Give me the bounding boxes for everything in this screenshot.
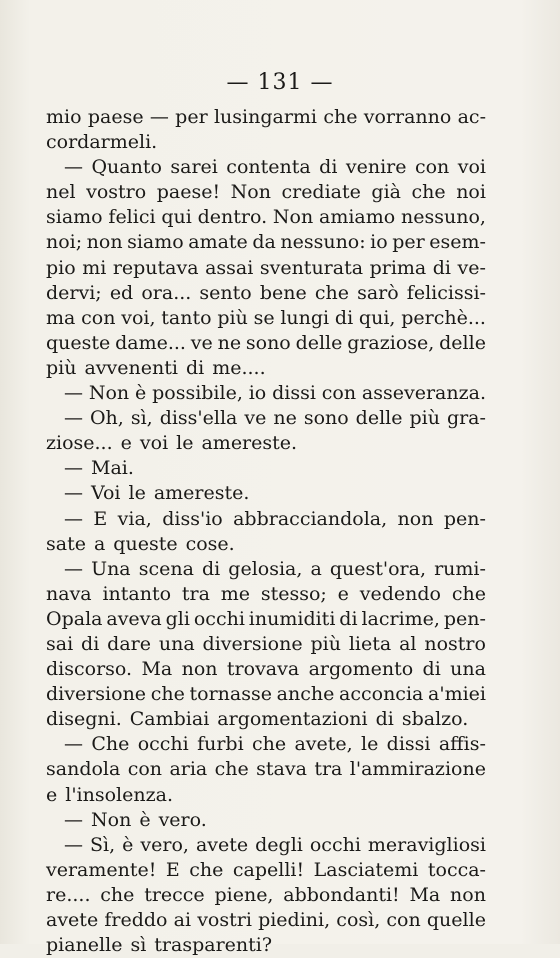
word: scena (138, 557, 194, 580)
word: sono (245, 331, 291, 354)
word: ne (273, 407, 297, 430)
text-line (46, 205, 486, 230)
word: re.... (46, 883, 91, 906)
word: Mai. (91, 457, 134, 480)
word: gli (165, 607, 190, 630)
word: quelle (426, 909, 486, 931)
word: sate (46, 532, 86, 555)
word: qui, (358, 306, 396, 329)
word: Ma (141, 658, 173, 681)
word: sbalzo. (401, 708, 469, 731)
word: amereste. (201, 432, 298, 455)
word: occhi (137, 733, 189, 756)
word: siamo (127, 231, 184, 254)
word: di (201, 557, 221, 580)
word: nostro (424, 632, 486, 655)
text-line (46, 908, 486, 933)
word: sono (303, 407, 349, 430)
text-line (46, 532, 486, 557)
word: Non (272, 206, 314, 229)
word: che (150, 683, 185, 706)
word: Opala (46, 607, 103, 630)
word: abbracciandola, (233, 507, 388, 530)
word: mio (46, 106, 82, 128)
word: Che (91, 733, 130, 756)
text-line (46, 657, 486, 682)
word: — (64, 407, 83, 430)
word: abbondanti! (283, 883, 400, 906)
word: crediate (281, 181, 361, 204)
word: con (321, 382, 357, 405)
word: felici (108, 206, 156, 229)
word: di (375, 708, 394, 731)
word: — (64, 382, 83, 405)
word: — (149, 106, 169, 128)
word: sarei (170, 156, 218, 179)
text-line (46, 481, 486, 506)
word: dame... (115, 331, 186, 354)
word: Voi (91, 482, 121, 505)
word: più (46, 356, 77, 379)
word: ziose... (46, 432, 113, 455)
word: bene (259, 281, 307, 304)
word: Ma (409, 883, 441, 906)
text-line (46, 281, 486, 306)
word: che (189, 858, 224, 881)
word: esem- (429, 231, 486, 254)
word: delle (439, 331, 486, 354)
word: amate (188, 231, 248, 254)
text-line (46, 180, 486, 205)
word: di (334, 306, 354, 329)
text-line (46, 306, 486, 331)
word: — (64, 733, 83, 756)
word: occhi (309, 833, 361, 856)
text-line (46, 331, 486, 356)
word: dissi (272, 382, 316, 405)
word: ve (244, 407, 267, 430)
word: sandola (46, 758, 121, 781)
word: per (392, 231, 425, 254)
word: al (399, 632, 417, 655)
page-number-header: — 131 — (226, 70, 334, 95)
word: siamo (46, 206, 103, 229)
word: queste (46, 331, 111, 354)
word: paese (87, 106, 144, 128)
word: l'insolenza. (65, 783, 173, 806)
word: avete, (294, 733, 353, 756)
word: pen- (443, 607, 486, 630)
word: io (370, 231, 388, 254)
word: me (220, 582, 251, 605)
word: ac- (457, 106, 486, 128)
word: contenta (226, 156, 311, 179)
word: vostri (197, 909, 252, 931)
word: ora... (141, 281, 192, 304)
text-line (46, 833, 486, 858)
text-line (46, 757, 486, 782)
word: mi (82, 256, 107, 279)
word: trovava (226, 658, 300, 681)
word: dentro. (197, 206, 268, 229)
word: non (450, 883, 486, 906)
word: nessuno, (401, 206, 486, 229)
text-line (46, 732, 486, 757)
word: furbi (197, 733, 244, 756)
word: nel (46, 181, 76, 204)
word: ai (173, 909, 192, 931)
word: me.... (212, 356, 266, 379)
word: per (175, 106, 208, 128)
word: diversione (46, 683, 147, 706)
word: già (371, 181, 401, 204)
word: argomentazioni (217, 708, 368, 731)
text-line (46, 456, 486, 481)
word: delle (355, 407, 403, 430)
word: felicissi- (406, 281, 486, 304)
word: Cambiai (129, 708, 210, 731)
text-line (46, 783, 486, 808)
word: dare (107, 632, 151, 655)
word: amiamo (319, 206, 396, 229)
word: sarò (357, 281, 399, 304)
word: gelosia, (228, 557, 303, 580)
word: veramente! (46, 858, 157, 881)
word: una (450, 658, 486, 681)
word: diss'io (162, 507, 223, 530)
word: occhi (193, 607, 245, 630)
word: rumi- (434, 557, 486, 580)
word: di (81, 632, 100, 655)
word: è (122, 833, 134, 856)
word: a'miei (428, 683, 486, 706)
word: Non (230, 181, 271, 204)
text-line (46, 230, 486, 255)
word: sento (199, 281, 252, 304)
text-line (46, 557, 486, 582)
word: non (397, 507, 434, 530)
word: — (64, 808, 83, 831)
word: sì (130, 934, 147, 957)
word: avete (195, 833, 249, 856)
word: — (64, 557, 83, 580)
word: amereste. (153, 482, 250, 505)
word: ve (190, 331, 213, 354)
word: quest'ora, (329, 557, 427, 580)
text-line (46, 933, 486, 958)
word: ne (217, 331, 242, 354)
word: graziose, (347, 331, 435, 354)
word: cordarmeli. (46, 131, 158, 154)
word: con (414, 156, 450, 179)
word: Sì, (90, 833, 116, 856)
word: paese! (156, 181, 221, 204)
text-line (46, 356, 486, 381)
word: di (185, 356, 205, 379)
word: con (127, 758, 163, 781)
word: vedendo (359, 582, 441, 605)
word: le (176, 432, 194, 455)
word: voi (457, 156, 486, 179)
word: a (93, 532, 106, 555)
text-line (46, 808, 486, 833)
word: dervi; (46, 281, 102, 304)
word: lusingarmi (213, 106, 318, 128)
word: più (310, 632, 341, 655)
word: che (314, 281, 349, 304)
word: con (386, 909, 421, 931)
word: vostro (86, 181, 147, 204)
word: tornasse (189, 683, 272, 706)
word: a (310, 557, 322, 580)
text-line (46, 632, 486, 657)
word: piene, (214, 883, 274, 906)
word: così, (336, 909, 381, 931)
text-line (46, 130, 486, 155)
word: vero. (158, 808, 207, 831)
word: vero, (140, 833, 189, 856)
word: una (158, 632, 195, 655)
word: più (409, 407, 440, 430)
text-line (46, 682, 486, 707)
word: tocca- (427, 858, 486, 881)
word: dissi (386, 733, 431, 756)
word: stava (256, 758, 307, 781)
text-line (46, 431, 486, 456)
word: capelli! (232, 858, 305, 881)
word: ve- (457, 256, 486, 279)
text-line (46, 381, 486, 406)
word: con (81, 306, 116, 329)
word: — (64, 833, 83, 856)
word: di (319, 156, 338, 179)
text-line (46, 507, 486, 532)
word: gra- (446, 407, 486, 430)
word: che (323, 106, 358, 128)
word: qui (161, 206, 192, 229)
word: noi (456, 181, 486, 204)
word: meravigliosi (367, 833, 486, 856)
word: — (64, 507, 83, 530)
word: cose. (185, 532, 235, 555)
word: asseveranza. (361, 382, 486, 405)
word: Lasciatemi (313, 858, 419, 881)
word: sai (46, 632, 74, 655)
word: e (120, 432, 132, 455)
word: delle (295, 331, 343, 354)
word: via, (117, 507, 152, 530)
word: se (253, 306, 275, 329)
word: di (339, 607, 358, 630)
word: voi, (121, 306, 156, 329)
word: inumiditi (248, 607, 336, 630)
word: tra (314, 758, 343, 781)
word: nava (46, 582, 92, 605)
word: sventurata (259, 256, 364, 279)
word: le (361, 733, 379, 756)
word: discorso. (46, 658, 133, 681)
text-line (46, 858, 486, 883)
word: pianelle (46, 934, 123, 957)
word: piedini, (258, 909, 331, 931)
word: Oh, (89, 407, 124, 430)
word: che (214, 758, 249, 781)
word: avvenenti (84, 356, 178, 379)
word: Quanto (91, 156, 162, 179)
word: reputava (112, 256, 199, 279)
text-line (46, 406, 486, 431)
word: sì, (130, 407, 153, 430)
word: ed (109, 281, 134, 304)
word: di (432, 256, 452, 279)
word: Non (88, 382, 130, 405)
word: vorranno (363, 106, 452, 128)
word: pio (46, 256, 76, 279)
word: trecce (144, 883, 205, 906)
text-line (46, 883, 486, 908)
word: aria (169, 758, 208, 781)
word: venire (345, 156, 407, 179)
word: lungi (280, 306, 330, 329)
word: anche (276, 683, 335, 706)
word: stesso; (260, 582, 327, 605)
word: non (181, 658, 218, 681)
word: aveva (106, 607, 162, 630)
word: lieta (348, 632, 392, 655)
word: non (86, 231, 123, 254)
word: freddo (104, 909, 168, 931)
word: e (46, 783, 58, 806)
word: tanto (161, 306, 212, 329)
word: che (100, 883, 135, 906)
word: che (451, 582, 486, 605)
text-line (46, 607, 486, 632)
word: che (251, 733, 287, 756)
word: trasparenti? (154, 934, 273, 957)
word: tra (181, 582, 210, 605)
word: e (337, 582, 349, 605)
word: prima (369, 256, 427, 279)
word: E (165, 858, 180, 881)
word: possibile, (152, 382, 243, 405)
word: Non (91, 808, 132, 831)
word: più (217, 306, 248, 329)
word: diss'ella (159, 407, 238, 430)
word: intanto (102, 582, 172, 605)
word: — (64, 457, 83, 480)
word: disegni. (46, 708, 122, 731)
word: perchè... (401, 306, 486, 329)
word: da (252, 231, 276, 254)
word: è (139, 808, 151, 831)
text-line (46, 582, 486, 607)
word: è (135, 382, 147, 405)
word: Una (91, 557, 131, 580)
text-line (46, 707, 486, 732)
word: lacrime, (361, 607, 440, 630)
word: l'ammirazione (349, 758, 486, 781)
word: queste (113, 532, 178, 555)
word: — (64, 156, 83, 179)
text-line (46, 256, 486, 281)
word: E (93, 507, 108, 530)
word: affis- (438, 733, 486, 756)
word: voi (139, 432, 169, 455)
text-line (46, 105, 486, 130)
body-text (46, 105, 486, 958)
word: noi; (46, 231, 83, 254)
word: avete (46, 909, 99, 931)
word: acconcia (339, 683, 424, 706)
text-line (46, 155, 486, 180)
word: io (248, 382, 267, 405)
word: di (422, 658, 441, 681)
word: ma (46, 306, 76, 329)
word: degli (255, 833, 303, 856)
word: le (128, 482, 146, 505)
word: assai (205, 256, 254, 279)
word: diversione (202, 632, 303, 655)
word: — (64, 482, 83, 505)
word: argomento (308, 658, 414, 681)
word: che (411, 181, 446, 204)
word: pen- (443, 507, 486, 530)
word: nessuno: (280, 231, 366, 254)
